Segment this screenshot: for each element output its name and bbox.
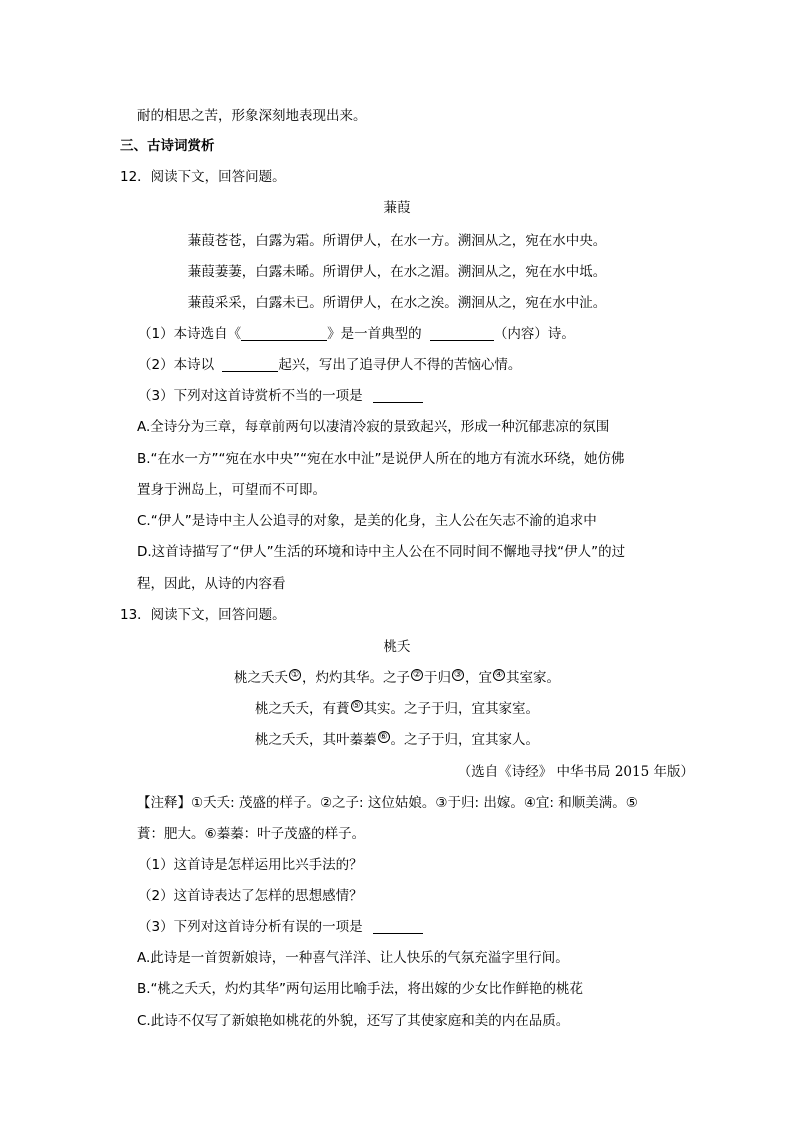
- subquestion-1: [138, 322, 575, 342]
- subquestion-1: （1）这首诗是怎样运用比兴手法的？: [138, 857, 363, 873]
- text: 》是一首典型的: [327, 326, 422, 342]
- answer-blank[interactable]: [222, 357, 278, 372]
- source-citation: （选自《诗经》 中华书局 2015 年版）: [457, 764, 694, 780]
- option-c: C.此诗不仅写了新娘艳如桃花的外貌，还写了其使家庭和美的内在品质。: [137, 1013, 570, 1029]
- subquestion-2: （2）这首诗表达了怎样的思想感情？: [138, 888, 363, 904]
- annotation-cont: 蕡：肥大。⑥蓁蓁：叶子茂盛的样子。: [137, 826, 366, 842]
- text: 。之子于归，宜其家人。: [390, 732, 539, 748]
- option-b: B.“在水一方”“宛在水中央”“宛在水中沚”是说伊人所在的地方有流水环绕，她仿佛: [137, 451, 625, 467]
- option-a: A.全诗分为三章，每章前两句以凄清冷寂的景致起兴，形成一种沉郁悲凉的氛围: [137, 419, 610, 435]
- option-c: C.“伊人”是诗中主人公追寻的对象，是美的化身，主人公在矢志不渝的追求中: [137, 513, 597, 529]
- poem-title: 桃夭: [383, 639, 411, 655]
- text: ，宜: [465, 670, 492, 686]
- text: 于归: [424, 670, 451, 686]
- text: 桃之夭夭: [234, 670, 288, 686]
- text: ，灼灼其华。之子: [302, 670, 410, 686]
- text: （内容）诗。: [493, 326, 575, 342]
- poem-line: 蒹葭采采，白露未已。所谓伊人，在水之涘。溯洄从之，宛在水中沚。: [187, 295, 607, 311]
- poem-title: 蒹葭: [383, 200, 411, 216]
- question-12: 12．阅读下文，回答问题。: [120, 169, 286, 185]
- footnote-marker: ④: [494, 669, 504, 680]
- poem-line: [0, 728, 794, 748]
- answer-blank[interactable]: [373, 388, 423, 403]
- text: （2）本诗以: [138, 357, 215, 373]
- option-b: B.“桃之夭夭，灼灼其华”两句运用比喻手法，将出嫁的少女比作鲜艳的桃花: [137, 981, 584, 997]
- text: （1）本诗选自《: [138, 326, 242, 342]
- footnote-marker: ②: [412, 669, 422, 680]
- option-d: D.这首诗描写了“伊人”生活的环境和诗中主人公在不同时间不懈地寻找“伊人”的过: [137, 544, 626, 560]
- answer-blank[interactable]: [241, 326, 327, 341]
- footnote-marker: ①: [290, 669, 300, 680]
- option-a: A.此诗是一首贺新娘诗，一种喜气洋洋、让人快乐的气氛充溢字里行间。: [137, 950, 569, 966]
- poem-line: 蒹葭苍苍，白露为霜。所谓伊人，在水一方。溯洄从之，宛在水中央。: [187, 233, 607, 249]
- subquestion-2: [138, 353, 521, 373]
- footnote-marker: ③: [453, 669, 463, 680]
- poem-line: [0, 666, 794, 686]
- footnote-marker: ⑥: [379, 731, 388, 742]
- option-d-cont: 程，因此，从诗的内容看: [137, 576, 286, 592]
- text: （3）下列对这首诗赏析不当的一项是: [138, 388, 363, 404]
- text: 桃之夭夭，有蕡: [255, 701, 350, 717]
- option-b-cont: 置身于洲岛上，可望而不可即。: [137, 482, 326, 498]
- question-13: 13．阅读下文，回答问题。: [120, 607, 286, 623]
- subquestion-3: [138, 915, 423, 935]
- subquestion-3: [138, 384, 423, 404]
- footnote-marker: ⑤: [352, 700, 361, 711]
- poem-line: 蒹葭萋萋，白露未晞。所谓伊人，在水之湄。溯洄从之，宛在水中坻。: [187, 264, 607, 280]
- text: 起兴，写出了追寻伊人不得的苦恼心情。: [278, 357, 522, 373]
- text: 其室家。: [506, 670, 560, 686]
- poem-line: [0, 697, 794, 717]
- annotation: 【注释】①夭夭: 茂盛的样子。②之子: 这位姑娘。③于归: 出嫁。④宜: 和顺美满。⑤: [137, 795, 638, 811]
- text: 桃之夭夭，其叶蓁蓁: [255, 732, 377, 748]
- answer-blank[interactable]: [373, 919, 423, 934]
- text-line: 耐的相思之苦，形象深刻地表现出来。: [137, 108, 367, 124]
- section-heading: 三、古诗词赏析: [120, 138, 215, 154]
- text: 其实。之子于归，宜其家室。: [363, 701, 539, 717]
- text: （3）下列对这首诗分析有误的一项是: [138, 919, 363, 935]
- answer-blank[interactable]: [430, 326, 494, 341]
